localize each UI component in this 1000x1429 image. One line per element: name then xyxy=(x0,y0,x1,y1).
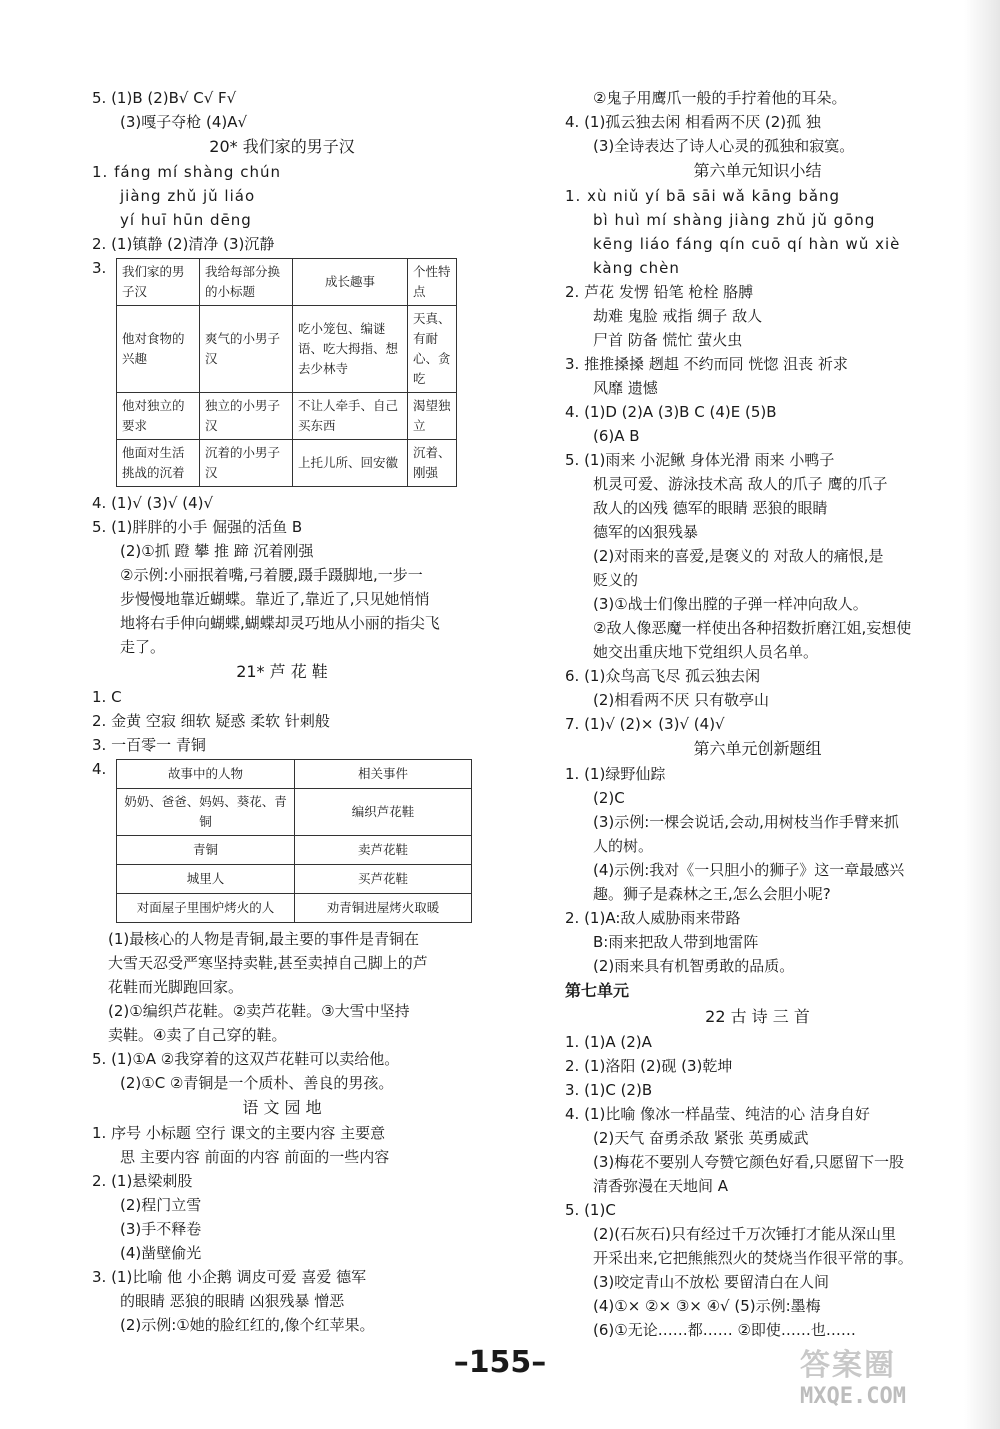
answer-line: ②敌人像恶魔一样使出各种招数折磨江姐,妄想使 xyxy=(593,619,912,637)
answer-line: 1. (1)绿野仙踪 xyxy=(565,765,666,783)
pinyin-line: bì huì mí shàng jiàng zhǔ jǔ gōng xyxy=(593,211,876,229)
table-cell: 成长趣事 xyxy=(293,259,408,306)
table-cell: 编织芦花鞋 xyxy=(294,789,471,836)
answer-line: (3)嘎子夺枪 (4)A√ xyxy=(120,113,248,131)
answer-line: 4. (1)比喻 像冰一样晶莹、纯洁的心 洁身自好 xyxy=(565,1105,870,1123)
answer-line: 思 主要内容 前面的内容 前面的一些内容 xyxy=(120,1148,390,1166)
answer-line: (2)程门立雪 xyxy=(120,1196,202,1214)
answer-line: 3. (1)C (2)B xyxy=(565,1081,653,1099)
answer-line: 卖鞋。④卖了自己穿的鞋。 xyxy=(108,1026,287,1044)
answer-line: (4)①× ②× ③× ④√ (5)示例:墨梅 xyxy=(593,1297,821,1315)
pinyin-line: kàng chèn xyxy=(593,259,680,277)
answer-line: 3. (1)比喻 他 小企鹅 调皮可爱 喜爱 德军 xyxy=(92,1268,367,1286)
lesson-20-table xyxy=(116,258,457,487)
answer-line: ②示例:小丽抿着嘴,弓着腰,蹑手蹑脚地,一步一 xyxy=(120,566,423,584)
answer-line: 4. (1)D (2)A (3)B C (4)E (5)B xyxy=(565,403,777,421)
answer-line: 5. (1)C xyxy=(565,1201,616,1219)
answer-line: 6. (1)众鸟高飞尽 孤云独去闲 xyxy=(565,667,761,685)
answer-line: 2. (1)A:敌人威胁雨来带路 xyxy=(565,909,741,927)
answer-line: (2)相看两不厌 只有敬亭山 xyxy=(593,691,770,709)
table-cell: 相关事件 xyxy=(294,760,471,789)
answer-line: 花鞋而光脚跑回家。 xyxy=(108,978,244,996)
answer-line: 1. C xyxy=(92,688,122,706)
answer-line: 趣。狮子是森林之王,怎么会胆小呢? xyxy=(593,885,831,903)
table-row xyxy=(117,865,472,894)
answer-line: ②鬼子用鹰爪一般的手拧着他的耳朵。 xyxy=(593,89,847,107)
answer-line: 机灵可爱、游泳技术高 敌人的爪子 鹰的爪子 xyxy=(593,475,888,493)
answer-line: 她交出重庆地下党组织人员名单。 xyxy=(593,643,819,661)
table-cell: 吃小笼包、编谜语、吃大拇指、想去少林寺 xyxy=(293,306,408,393)
answer-line: 2. (1)镇静 (2)清净 (3)沉静 xyxy=(92,235,275,253)
table-cell: 他对食物的兴趣 xyxy=(117,306,200,393)
table-cell: 爽气的小男子汉 xyxy=(200,306,293,393)
pinyin-line: yí huī hūn dēng xyxy=(120,211,252,229)
yuwen-yuandi-title: 语 文 园 地 xyxy=(242,1098,322,1117)
table-cell: 他对独立的要求 xyxy=(117,393,200,440)
answer-line: (2)①编织芦花鞋。②卖芦花鞋。③大雪中坚持 xyxy=(108,1002,410,1020)
answer-line: (6)A B xyxy=(593,427,640,445)
table-cell: 上托儿所、回安徽 xyxy=(293,440,408,487)
answer-line: 4. (1)√ (3)√ (4)√ xyxy=(92,494,214,512)
answer-line: 开采出来,它把熊熊烈火的焚烧当作很平常的事。 xyxy=(593,1249,913,1267)
answer-line: 走了。 xyxy=(120,638,166,656)
table-cell: 独立的小男子汉 xyxy=(200,393,293,440)
table-row xyxy=(117,836,472,865)
answer-line: 尸首 防备 慌忙 萤火虫 xyxy=(593,331,743,349)
table-cell: 沉着的小男子汉 xyxy=(200,440,293,487)
answer-line: 3. 推推搡搡 趔趄 不约而同 恍惚 沮丧 祈求 xyxy=(565,355,848,373)
lesson-22-title: 22 古 诗 三 首 xyxy=(705,1007,810,1026)
page-number: –155– xyxy=(453,1345,547,1380)
answer-line: 7. (1)√ (2)× (3)√ (4)√ xyxy=(565,715,725,733)
answer-line: 步慢慢地靠近蝴蝶。靠近了,靠近了,只见她悄悄 xyxy=(120,590,430,608)
unit-6-creative-title: 第六单元创新题组 xyxy=(693,739,822,758)
answer-line: (2)①C ②青铜是一个质朴、善良的男孩。 xyxy=(120,1074,394,1092)
answer-line: 人的树。 xyxy=(593,837,654,855)
answer-line: (3)示例:一棵会说话,会动,用树枝当作手臂来抓 xyxy=(593,813,899,831)
pinyin-line: kēng liáo fáng qín cuō qí hàn wǔ xiè xyxy=(593,235,901,253)
table-row xyxy=(117,894,472,923)
answer-line: 大雪天忍受严寒坚持卖鞋,甚至卖掉自己脚上的芦 xyxy=(108,954,428,972)
answer-line: 2. 芦花 发愣 铅笔 枪栓 胳膊 xyxy=(565,283,754,301)
table-row xyxy=(117,393,457,440)
answer-line: (2)天气 奋勇杀敌 紧张 英勇威武 xyxy=(593,1129,809,1147)
answer-line: B:雨来把敌人带到地雷阵 xyxy=(593,933,759,951)
answer-line: 风靡 遗憾 xyxy=(593,379,658,397)
answer-line: (2)雨来具有机智勇敢的品质。 xyxy=(593,957,795,975)
table-cell: 我们家的男子汉 xyxy=(117,259,200,306)
table-cell: 沉着、刚强 xyxy=(408,440,457,487)
table-cell: 青铜 xyxy=(117,836,295,865)
table-cell: 对面屋子里围炉烤火的人 xyxy=(117,894,295,923)
answer-line: 5. (1)胖胖的小手 倔强的活鱼 B xyxy=(92,518,303,536)
answer-line: 2. (1)洛阳 (2)砚 (3)乾坤 xyxy=(565,1057,733,1075)
left-column xyxy=(92,86,472,1337)
unit-6-summary-title: 第六单元知识小结 xyxy=(693,161,822,180)
answer-line: (2)①抓 蹬 攀 推 蹄 沉着刚强 xyxy=(120,542,314,560)
answer-line: 5. (1)B (2)B√ C√ F√ xyxy=(92,89,237,107)
lesson-21-table xyxy=(116,759,472,923)
answer-line: 2. 金黄 空寂 细软 疑惑 柔软 针刺般 xyxy=(92,712,330,730)
answer-line: 4. (1)孤云独去闲 相看两不厌 (2)孤 独 xyxy=(565,113,821,131)
answer-line: (3)手不释卷 xyxy=(120,1220,202,1238)
answer-line: 敌人的凶残 德军的眼睛 恶狼的眼睛 xyxy=(593,499,828,517)
table-row xyxy=(117,789,472,836)
table-cell: 卖芦花鞋 xyxy=(294,836,471,865)
table-cell: 买芦花鞋 xyxy=(294,865,471,894)
table-cell: 我给每部分换的小标题 xyxy=(200,259,293,306)
answer-line: (2)(石灰石)只有经过千万次锤打才能从深山里 xyxy=(593,1225,896,1243)
table-cell: 故事中的人物 xyxy=(117,760,295,789)
answer-line: 地将右手伸向蝴蝶,蝴蝶却灵巧地从小丽的指尖飞 xyxy=(120,614,440,632)
answer-line: 劫难 鬼脸 戒指 绸子 敌人 xyxy=(593,307,763,325)
right-column xyxy=(565,86,950,1342)
table-cell: 奶奶、爸爸、妈妈、葵花、青铜 xyxy=(117,789,295,836)
watermark xyxy=(800,1340,990,1420)
answer-line: (3)①战士们像出膛的子弹一样冲向敌人。 xyxy=(593,595,868,613)
answer-line: (4)示例:我对《一只胆小的狮子》这一章最感兴 xyxy=(593,861,905,879)
q4-block: 4. 故事中的人物 相关事件 奶奶、爸爸、妈妈、葵花、青铜 编织芦花鞋 青铜 卖芦花鞋 城里人 买芦花鞋 对面屋子里围炉烤火的人 劝青铜进屋烤火取暖 xyxy=(92,757,472,927)
table-header-row xyxy=(117,259,457,306)
table-row xyxy=(117,306,457,393)
answer-line: (4)凿壁偷光 xyxy=(120,1244,202,1262)
watermark-logo: 答案圈 xyxy=(800,1348,896,1383)
answer-line: 2. (1)悬梁刺股 xyxy=(92,1172,193,1190)
table-row xyxy=(117,440,457,487)
answer-line: 3. 一百零一 青铜 xyxy=(92,736,206,754)
answer-line: 5. (1)雨来 小泥鳅 身体光滑 雨来 小鸭子 xyxy=(565,451,835,469)
pinyin-line: 1. xù niǔ yí bā sāi wǎ kāng bǎng xyxy=(565,187,841,205)
table-cell: 城里人 xyxy=(117,865,295,894)
table-cell: 渴望独立 xyxy=(408,393,457,440)
answer-line: (2)示例:①她的脸红红的,像个红苹果。 xyxy=(120,1316,375,1334)
pinyin-line: jiàng zhǔ jǔ liáo xyxy=(120,187,256,205)
answer-line: 德军的凶狠残暴 xyxy=(593,523,699,541)
pinyin-line: 1. fáng mí shàng chún xyxy=(92,163,281,181)
answer-line: (3)咬定青山不放松 要留清白在人间 xyxy=(593,1273,830,1291)
watermark-url: MXQE.COM xyxy=(800,1384,906,1409)
table-cell: 个性特点 xyxy=(408,259,457,306)
answer-line: (1)最核心的人物是青铜,最主要的事件是青铜在 xyxy=(108,930,420,948)
table-cell: 他面对生活挑战的沉着 xyxy=(117,440,200,487)
lesson-20-title: 20* 我们家的男子汉 xyxy=(209,137,355,156)
answer-line: (2)C xyxy=(593,789,625,807)
answer-line: 1. 序号 小标题 空行 课文的主要内容 主要意 xyxy=(92,1124,386,1142)
answer-line: (6)①无论……都…… ②即使……也…… xyxy=(593,1321,856,1339)
answer-line: 贬义的 xyxy=(593,571,639,589)
answer-line: (2)对雨来的喜爱,是褒义的 对敌人的痛恨,是 xyxy=(593,547,884,565)
q3-block: 3. 我们家的男子汉 我给每部分换的小标题 成长趣事 个性特点 他对食物的兴趣 爽气的小男子汉 吃小笼包、编谜语、吃大拇指、想去少林寺 天真、有耐心、贪吃 他对独立的要求 独立的小男子汉 不让人牵手、自己买东西 渴望独立 他面对生活挑战的沉着 沉着的小男子汉 上托儿所、回安徽 沉着、刚强 xyxy=(92,256,472,491)
unit-7-heading: 第七单元 xyxy=(565,981,630,1000)
table-header-row xyxy=(117,760,472,789)
page-edge-shadow xyxy=(964,0,1000,1429)
lesson-21-title: 21* 芦 花 鞋 xyxy=(236,662,328,681)
answer-line: 清香弥漫在天地间 A xyxy=(593,1177,729,1195)
table-cell: 天真、有耐心、贪吃 xyxy=(408,306,457,393)
table-cell: 不让人牵手、自己买东西 xyxy=(293,393,408,440)
answer-line: (3)全诗表达了诗人心灵的孤独和寂寞。 xyxy=(593,137,855,155)
answer-line: 的眼睛 恶狼的眼睛 凶狠残暴 憎恶 xyxy=(120,1292,345,1310)
table-cell: 劝青铜进屋烤火取暖 xyxy=(294,894,471,923)
answer-line: 5. (1)①A ②我穿着的这双芦花鞋可以卖给他。 xyxy=(92,1050,400,1068)
answer-line: 1. (1)A (2)A xyxy=(565,1033,652,1051)
answer-line: (3)梅花不要别人夸赞它颜色好看,只愿留下一股 xyxy=(593,1153,905,1171)
